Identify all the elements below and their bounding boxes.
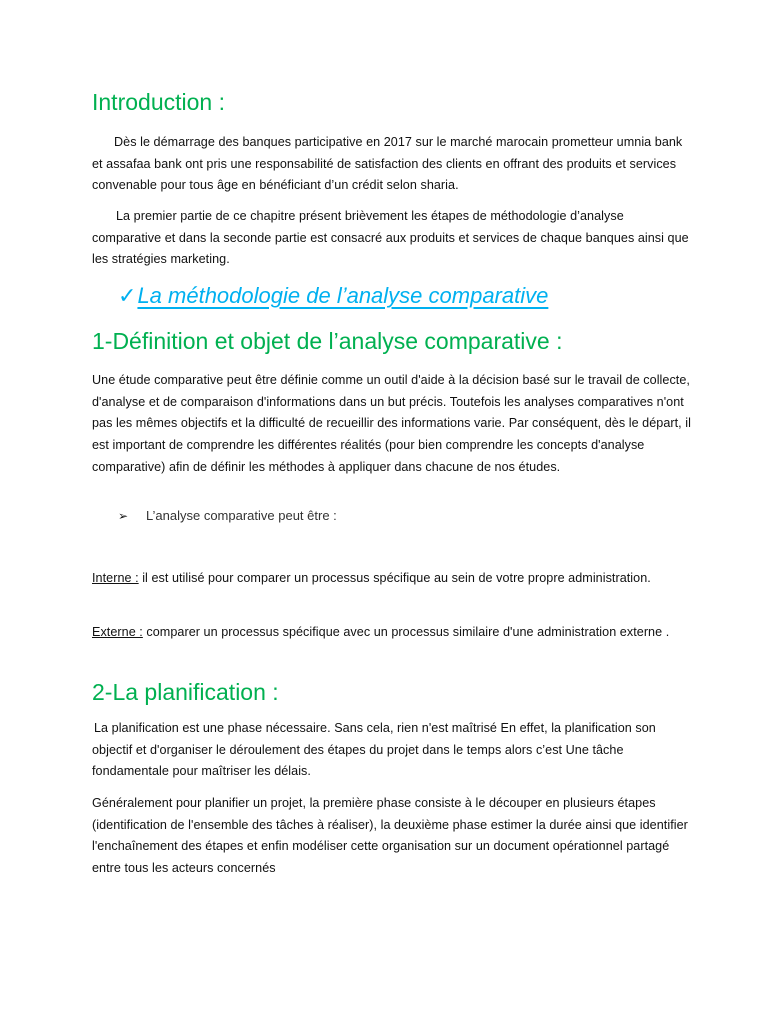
methodology-heading-label: La méthodologie de l’analyse comparative [137,283,549,308]
externe-paragraph [92,622,692,644]
section-2-paragraph-1: La planification est une phase nécessaire. Sans cela, rien n'est maîtrisé En effet, la planification son objectif et d'organiser le déroulement des étapes du projet dans le temps alors c’est Une tâche fondamentale pour maîtriser les délais. [92,721,656,779]
interne-text: il est utilisé pour comparer un processus spécifique au sein de votre propre administration. [138,571,651,585]
arrow-bullet-icon: ➢ [118,509,129,523]
introduction-heading: Introduction : [92,89,225,115]
interne-term: Interne : [92,571,139,585]
externe-term: Externe : [92,625,143,639]
bullet-item [118,507,337,525]
checkmark-icon: ✓ [118,283,137,308]
externe-text: comparer un processus spécifique avec un processus similaire d'une administration externe . [142,625,670,639]
section-1-heading: 1-Définition et objet de l’analyse comparative : [92,328,563,354]
intro-paragraph-1: Dès le démarrage des banques participative en 2017 sur le marché marocain prometteur umnia bank et assafaa bank ont pris une responsabilité de satisfaction des clients en offrant des produits et services convenable pour tous âge en bénéficiant d’un crédit selon sharia. [92,135,683,193]
methodology-heading [118,282,548,310]
interne-paragraph [92,568,692,590]
intro-paragraph-2: La premier partie de ce chapitre présent brièvement les étapes de méthodologie d’analyse comparative et dans la seconde partie est consacré aux produits et services de chaque banques ainsi que les stratégies marketing. [92,209,689,267]
bullet-text: L’analyse comparative peut être : [146,508,337,523]
section-2-paragraph-2: Généralement pour planifier un projet, la première phase consiste à le découper en plusieurs étapes (identification de l'ensemble des tâches à réaliser), la deuxième phase estimer la durée ainsi que identifier l'enchaînement des étapes et enfin modéliser cette organisation sur un document opérationnel partagé entre tous les acteurs concernés [92,796,688,876]
section-1-paragraph: Une étude comparative peut être définie comme un outil d'aide à la décision basé sur le travail de collecte, d'analyse et de comparaison d'informations dans un but précis. Toutefois les analyses comparatives n'ont pas les mêmes objectifs et la difficulté de recueillir des informations varie. Par conséquent, dès le départ, il est important de comprendre les différentes réalités (pour bien comprendre les concepts d'analyse comparative) afin de définir les méthodes à appliquer dans chacune de nos études. [92,373,691,474]
section-2-heading: 2-La planification : [92,679,279,705]
